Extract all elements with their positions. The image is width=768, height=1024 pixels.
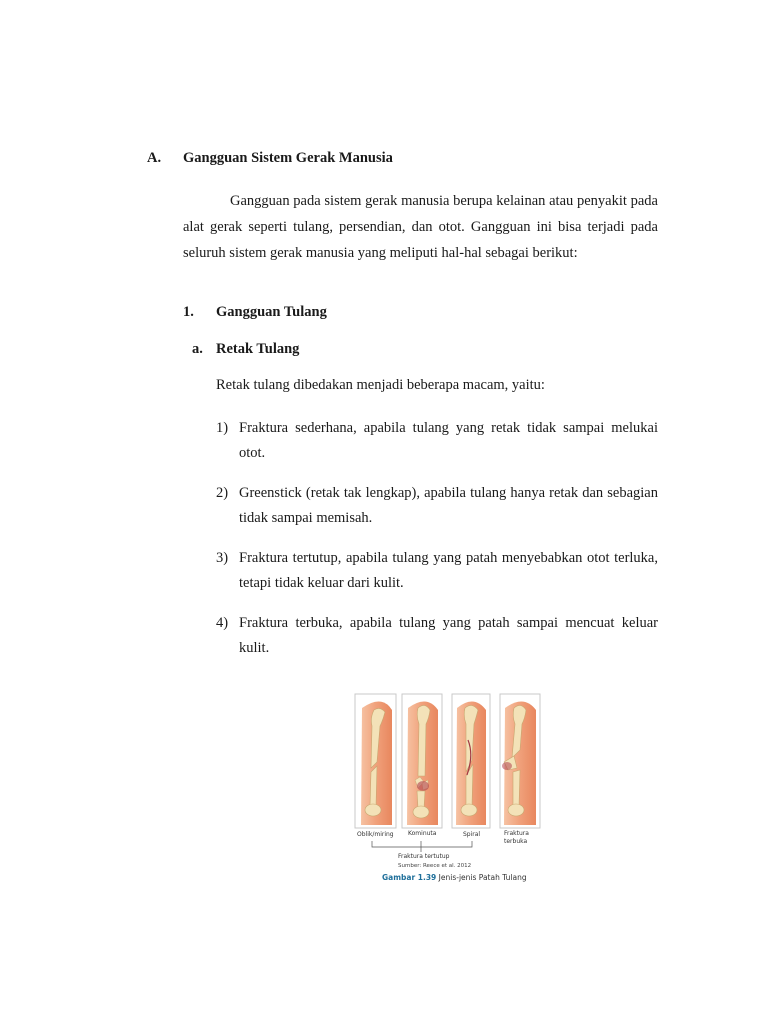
- list-item-text: Fraktura terbuka, apabila tulang yang patah sampai mencuat keluar kulit.: [239, 615, 658, 656]
- label-oblik: Oblik/miring: [357, 831, 394, 838]
- caption-text: Jenis-jenis Patah Tulang: [438, 873, 527, 882]
- figure-caption: [382, 873, 527, 882]
- list-item-text: Greenstick (retak tak lengkap), apabila tulang hanya retak dan sebagian tidak sampai memisah.: [239, 485, 658, 526]
- subsubsection-title: Retak Tulang: [216, 341, 300, 357]
- list-item-text: Fraktura sederhana, apabila tulang yang retak tidak sampai melukai otot.: [239, 420, 658, 461]
- label-fraktura: Fraktura: [504, 830, 529, 837]
- section-title: Gangguan Sistem Gerak Manusia: [183, 150, 393, 166]
- subsubsection-number: a.: [192, 341, 203, 357]
- list-item-text: Fraktura tertutup, apabila tulang yang patah menyebabkan otot terluka, tetapi tidak keluar dari kulit.: [239, 550, 658, 591]
- list-intro: Retak tulang dibedakan menjadi beberapa macam, yaitu:: [216, 377, 545, 393]
- label-terbuka: terbuka: [504, 838, 528, 845]
- list-item: [216, 481, 658, 531]
- label-spiral: Spiral: [463, 831, 481, 838]
- panel-open: [500, 694, 540, 828]
- subsection-title: Gangguan Tulang: [216, 304, 327, 320]
- panel-spiral: [452, 694, 490, 828]
- label-fraktura-tertutup: Fraktura tertutup: [398, 853, 450, 860]
- fracture-figure: [352, 680, 552, 890]
- list-item-number: 1): [216, 420, 229, 436]
- subsection-number: 1.: [183, 304, 194, 320]
- caption-number: Gambar 1.39: [382, 873, 437, 882]
- section-number: A.: [147, 150, 162, 166]
- panel-comminuted: [402, 694, 442, 828]
- list-item: [216, 546, 658, 596]
- group-bracket: [372, 841, 472, 852]
- list-item: [216, 416, 658, 466]
- list-item-number: 2): [216, 485, 229, 501]
- list-item-number: 3): [216, 550, 229, 566]
- panel-oblique: [355, 694, 396, 828]
- intro-paragraph: Gangguan pada sistem gerak manusia berupa kelainan atau penyakit pada alat gerak seperti tulang, persendian, dan otot. Gangguan ini bisa terjadi pada seluruh sistem gerak manusia yang meliputi hal-hal sebagai berikut:: [183, 193, 658, 261]
- list-item-number: 4): [216, 615, 229, 631]
- figure-source: Sumber: Reece et al. 2012: [398, 863, 472, 869]
- list-item: [216, 611, 658, 661]
- label-kominuta: Kominuta: [408, 830, 437, 837]
